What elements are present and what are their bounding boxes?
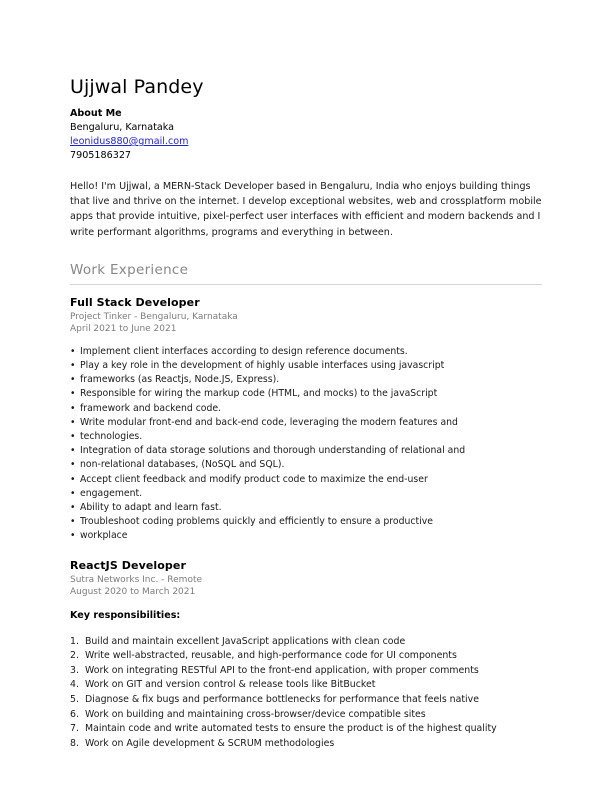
list-item: Work on Agile development & SCRUM methodologies bbox=[85, 737, 335, 749]
list-item: • Integration of data storage solutions and thorough understanding of relational and bbox=[70, 444, 542, 458]
job-bullet-list bbox=[70, 345, 542, 544]
location-text: Bengaluru, Karnataka bbox=[70, 122, 175, 133]
intro-paragraph: Hello! I'm Ujjwal, a MERN-Stack Developer based in Bengaluru, India who enjoys building things that live and thrive on the internet. I develop exceptional websites, web and crossplatform mobile apps that provide intuitive, pixel-perfect user interfaces with efficient and modern backends and I write performant algorithms, programs and everything in between. bbox=[70, 181, 542, 238]
job-company-location: Project Tinker - Bengaluru, Karnataka bbox=[70, 311, 238, 322]
job-dates: April 2021 to June 2021 bbox=[70, 324, 177, 335]
list-item: Work on GIT and version control & release tools like BitBucket bbox=[85, 679, 376, 691]
list-item: Diagnose & fix bugs and performance bottlenecks for performance that feels native bbox=[85, 694, 479, 706]
list-item: Write well-abstracted, reusable, and high-performance code for UI components bbox=[85, 650, 457, 662]
section-divider bbox=[70, 284, 542, 285]
resume-content bbox=[70, 76, 542, 753]
list-item: • framework and backend code. bbox=[70, 402, 542, 416]
list-item: Work on integrating RESTful API to the front-end application, with proper comments bbox=[85, 664, 479, 676]
list-item: • Responsible for wiring the markup code (HTML, and mocks) to the javaScript bbox=[70, 387, 542, 401]
job-numbered-list bbox=[70, 635, 542, 752]
list-item: • Accept client feedback and modify product code to maximize the end-user bbox=[70, 473, 542, 487]
header-block bbox=[70, 76, 542, 163]
list-item: Maintain code and write automated tests to ensure the product is of the highest quality bbox=[85, 723, 497, 735]
list-item: • Implement client interfaces according to design reference documents. bbox=[70, 345, 542, 359]
job-title: Full Stack Developer bbox=[70, 295, 200, 309]
list-item: • engagement. bbox=[70, 487, 542, 501]
key-responsibilities-label: Key responsibilities: bbox=[70, 609, 181, 621]
job-dates: August 2020 to March 2021 bbox=[70, 587, 196, 598]
candidate-name: Ujjwal Pandey bbox=[70, 76, 204, 98]
job-entry bbox=[70, 558, 542, 752]
list-item: Work on building and maintaining cross-browser/device compatible sites bbox=[85, 708, 426, 720]
job-title: ReactJS Developer bbox=[70, 558, 186, 572]
work-experience-section bbox=[70, 262, 542, 752]
list-item: • frameworks (as Reactjs, Node.JS, Express). bbox=[70, 373, 542, 387]
list-item: Build and maintain excellent JavaScript applications with clean code bbox=[85, 635, 406, 647]
list-item: • Troubleshoot coding problems quickly and efficiently to ensure a productive bbox=[70, 515, 542, 529]
section-title-work-experience: Work Experience bbox=[70, 261, 189, 278]
list-item: • non-relational databases, (NoSQL and SQL). bbox=[70, 458, 542, 472]
list-item: • Write modular front-end and back-end code, leveraging the modern features and bbox=[70, 416, 542, 430]
job-company-location: Sutra Networks Inc. - Remote bbox=[70, 574, 203, 585]
list-item: • workplace bbox=[70, 529, 542, 543]
job-entry bbox=[70, 295, 542, 544]
email-link[interactable]: leonidus880@gmail.com bbox=[70, 136, 189, 147]
email-line bbox=[70, 135, 542, 149]
list-item: • Play a key role in the development of highly usable interfaces using javascript bbox=[70, 359, 542, 373]
list-item: • technologies. bbox=[70, 430, 542, 444]
phone-text: 7905186327 bbox=[70, 150, 132, 161]
list-item: • Ability to adapt and learn fast. bbox=[70, 501, 542, 515]
about-me-label: About Me bbox=[70, 108, 122, 119]
